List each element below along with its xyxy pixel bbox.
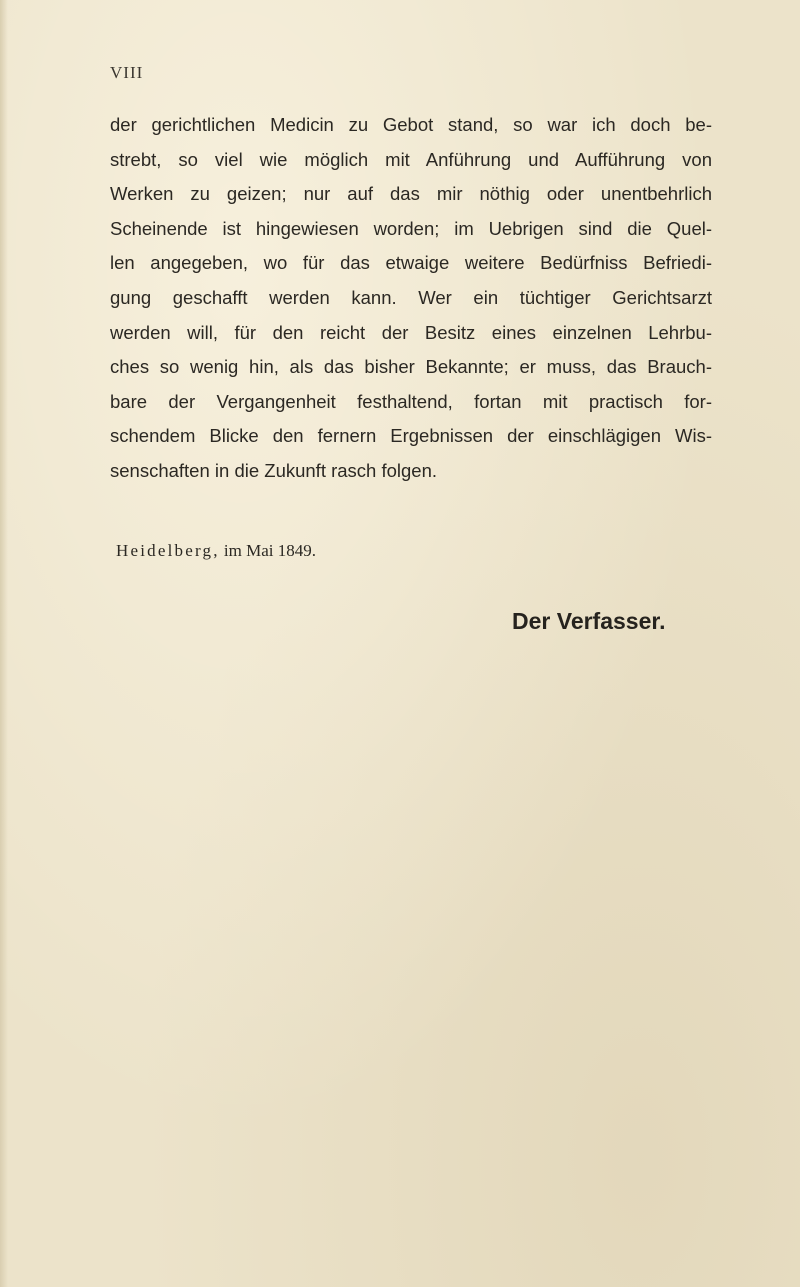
text-line: gung geschafft werden kann. Wer ein tüchtiger Gerichtsarzt [110,286,712,308]
text-line: len angegeben, wo für das etwaige weitere Bedürfniss Befriedi- [110,252,712,274]
text-line: schendem Blicke den fernern Ergebnissen der einschlägigen Wis- [110,425,712,447]
text-line: werden will, für den reicht der Besitz eines einzelnen Lehrbu- [110,321,712,343]
page-number: VIII [110,63,144,82]
page-gutter-shadow [0,0,8,1287]
dateline-place: Heidelberg, [116,541,220,560]
text-line: der gerichtlichen Medicin zu Gebot stand, so war ich doch be- [110,114,712,135]
text-line: senschaften in die Zukunft rasch folgen. [110,459,438,481]
text-line: ches so wenig hin, als das bisher Bekannte; er muss, das Brauch- [110,356,712,378]
text-line: bare der Vergangenheit festhaltend, fortan mit practisch for- [110,390,712,412]
text-line: Werken zu geizen; nur auf das mir nöthig oder unentbehrlich [110,183,712,205]
body-paragraph [110,108,712,489]
text-line: strebt, so viel wie möglich mit Anführung und Aufführung von [110,148,712,170]
author-signature: Der Verfasser. [512,608,666,634]
text-line: Scheinende ist hingewiesen worden; im Uebrigen sind die Quel- [110,217,712,239]
dateline-date: im Mai 1849. [223,541,317,560]
dateline [116,541,316,561]
